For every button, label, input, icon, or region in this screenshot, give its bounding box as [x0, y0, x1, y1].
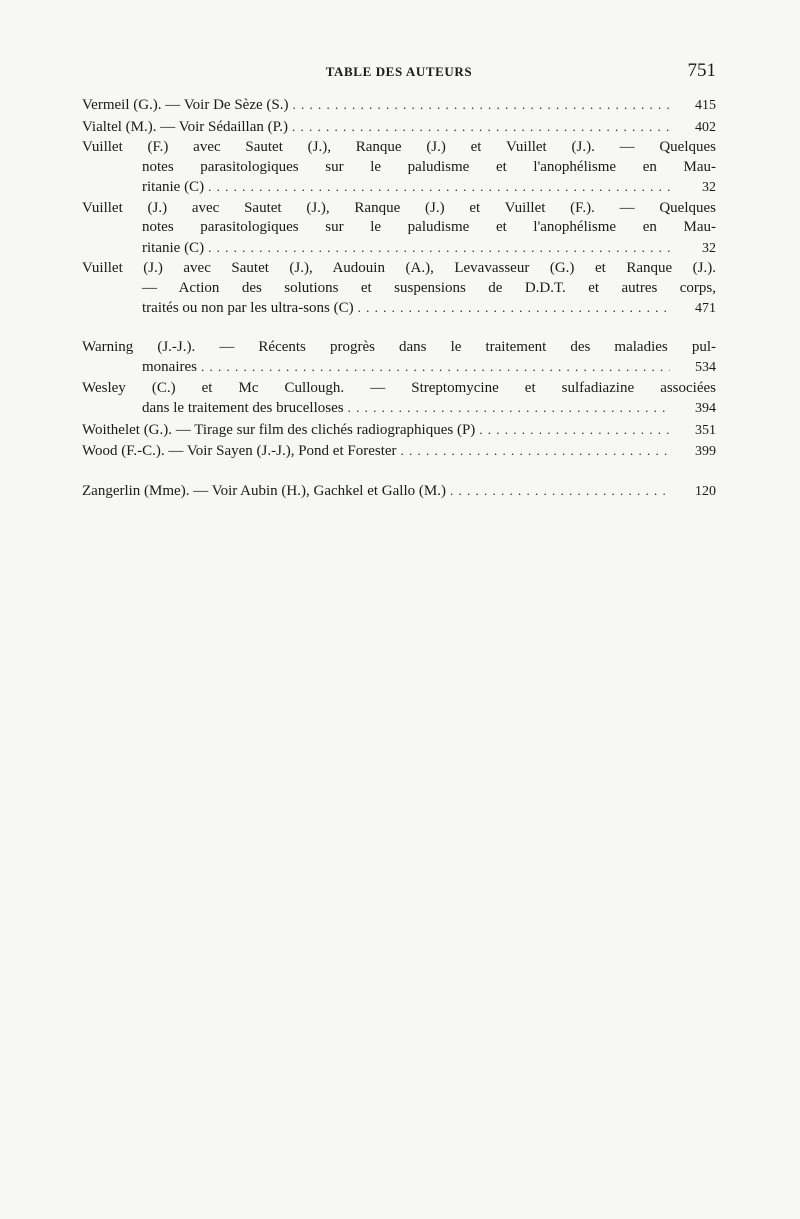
index-entry: [82, 379, 716, 418]
index-entry: [82, 338, 716, 377]
dot-leader: [358, 298, 670, 318]
page-reference: 120: [695, 483, 716, 499]
dot-leader: [479, 420, 670, 440]
dot-leader: [348, 398, 670, 418]
index-entry: [82, 420, 716, 440]
entry-continuation-line: [82, 158, 716, 178]
entry-text: Vuillet (J.) avec Sautet (J.), Audouin (A.), Levavasseur (G.) et Ranque (J.).: [82, 260, 716, 276]
entry-text: Wesley (C.) et Mc Cullough. — Streptomycine et sulfadiazine associées: [82, 379, 716, 396]
page-number: 751: [687, 60, 716, 81]
entry-text: Warning (J.-J.). — Récents progrès dans le traitement des maladies pul-: [82, 338, 716, 355]
entry-text: traités ou non par les ultra-sons (C): [142, 300, 354, 316]
page-title: TABLE DES AUTEURS: [325, 64, 473, 79]
author-index-list: [82, 95, 716, 502]
entry-first-line: [82, 117, 716, 137]
page-reference: 351: [695, 422, 716, 438]
entry-text: Wood (F.-C.). — Voir Sayen (J.-J.), Pond et Forester: [82, 443, 397, 459]
page-reference: 394: [695, 401, 716, 416]
page-reference: 399: [695, 444, 716, 459]
entry-text: ritanie (C): [142, 239, 205, 256]
index-entry: [82, 95, 716, 115]
section-gap: [82, 320, 716, 338]
entry-first-line: [82, 138, 716, 158]
entry-text: ritanie (C): [142, 179, 205, 195]
entry-first-line: [82, 481, 716, 501]
dot-leader: [208, 177, 670, 197]
index-entry: [82, 117, 716, 137]
dot-leader: [201, 357, 670, 377]
dot-leader: [292, 117, 670, 137]
entry-continuation-line: [82, 357, 716, 377]
entry-first-line: [82, 95, 716, 115]
entry-continuation-line: [82, 177, 716, 197]
dot-leader: [208, 238, 670, 258]
page-reference: 32: [702, 180, 716, 195]
index-entry: [82, 259, 716, 318]
entry-text: Zangerlin (Mme). — Voir Aubin (H.), Gachkel et Gallo (M.): [82, 482, 446, 499]
entry-first-line: [82, 259, 716, 279]
page-reference: 32: [702, 240, 716, 256]
entry-text: monaires: [142, 359, 197, 375]
entry-text: notes parasitologiques sur le paludisme et l'anophélisme en Mau-: [142, 158, 716, 175]
entry-first-line: [82, 199, 716, 219]
entry-continuation-line: [82, 298, 716, 318]
index-entry: [82, 199, 716, 258]
entry-text: — Action des solutions et suspensions de D.D.T. et autres corps,: [142, 279, 716, 296]
entry-continuation-line: [82, 279, 716, 299]
page-reference: 534: [695, 360, 716, 375]
entry-text: notes parasitologiques sur le paludisme et l'anophélisme en Mau-: [142, 219, 716, 235]
dot-leader: [292, 95, 670, 115]
dot-leader: [450, 481, 670, 501]
index-entry: [82, 481, 716, 501]
entry-first-line: [82, 420, 716, 440]
page-reference: 471: [695, 301, 716, 316]
entry-first-line: [82, 441, 716, 461]
entry-text: Vermeil (G.). — Voir De Sèze (S.): [82, 97, 289, 113]
entry-first-line: [82, 379, 716, 399]
dot-leader: [401, 441, 670, 461]
running-header: [82, 60, 716, 84]
entry-text: Vuillet (J.) avec Sautet (J.), Ranque (J.) et Vuillet (F.). — Quelques: [82, 199, 716, 216]
section-gap: [82, 463, 716, 481]
entry-continuation-line: [82, 238, 716, 258]
page-reference: 402: [695, 119, 716, 135]
entry-first-line: [82, 338, 716, 358]
entry-text: Woithelet (G.). — Tirage sur film des clichés radiographiques (P): [82, 421, 476, 438]
index-entry: [82, 138, 716, 197]
entry-text: Vuillet (F.) avec Sautet (J.), Ranque (J.) et Vuillet (J.). — Quelques: [82, 139, 716, 155]
page-reference: 415: [695, 98, 716, 113]
index-entry: [82, 441, 716, 461]
entry-continuation-line: [82, 218, 716, 238]
entry-text: dans le traitement des brucelloses: [142, 400, 344, 416]
entry-text: Vialtel (M.). — Voir Sédaillan (P.): [82, 118, 289, 135]
entry-continuation-line: [82, 398, 716, 418]
